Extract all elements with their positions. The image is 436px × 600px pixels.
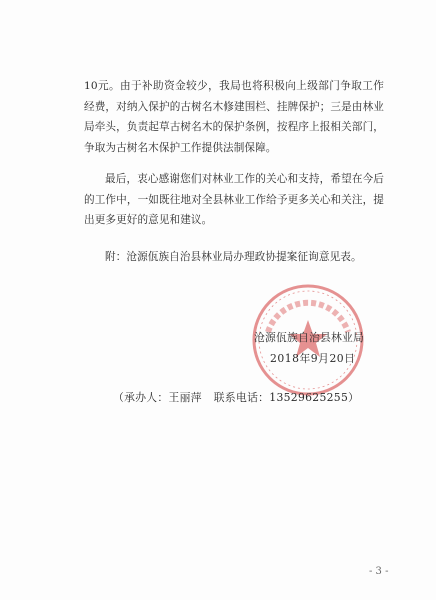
- handler-label: 承办人：: [124, 391, 169, 404]
- page-number: - 3 -: [369, 566, 389, 577]
- paragraph-1: 10元。由于补助资金较少，我局也将积极向上级部门争取工作经费，对纳入保护的古树名木修建围栏、挂牌保护；三是由林业局牵头，负责起草古树名木的保护条例，按程序上报相关部门，争取为古树名木保护工作提供法制保障。: [84, 80, 384, 154]
- phone-label: 联系电话：: [213, 391, 270, 404]
- paragraph-2: 最后，衷心感谢您们对林业工作的关心和支持，希望在今后的工作中，一如既往地对全县林业工作给予更多关心和关注，提出更多更好的意见和建议。: [84, 173, 384, 226]
- attachment-note: 附：沧源佤族自治县林业局办理政协提案征询意见表。: [105, 250, 362, 263]
- issue-date: 2018年9月20日: [270, 352, 356, 365]
- body-text: [84, 76, 384, 267]
- handler-name: 王丽萍: [168, 391, 202, 404]
- issuing-organization: 沧源佤族自治县林业局: [254, 331, 364, 344]
- contact-line: [113, 390, 359, 405]
- phone-number: 13529625255: [269, 391, 349, 404]
- open-paren: （: [113, 391, 125, 404]
- close-paren: ）: [348, 391, 360, 404]
